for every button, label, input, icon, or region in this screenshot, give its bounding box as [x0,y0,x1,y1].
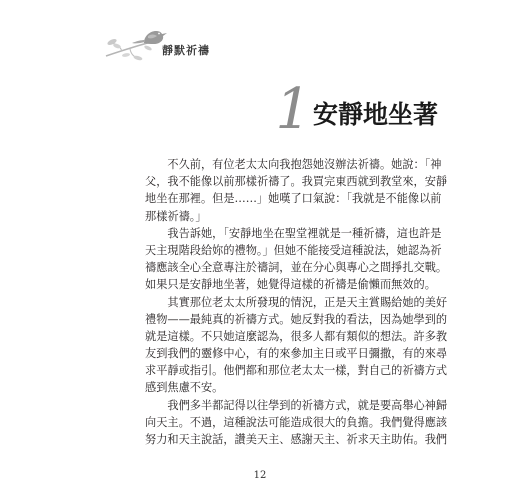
text-line: 禱應該全心全意專注於禱詞，並在分心與專心之間掙扎交戰。 [145,261,448,275]
body-text [145,156,448,448]
paragraph [145,156,448,225]
text-line: 如果只是安靜地坐著，她覺得這樣的祈禱是偷懶而無效的。 [145,278,436,292]
text-line: 父，我不能像以前那樣祈禱了。我買完東西就到教堂來，安靜 [145,175,448,189]
text-line: 那樣祈禱。」 [145,209,207,223]
page-number: 12 [253,470,267,481]
text-line: 我們多半都記得以往學到的祈禱方式，就是要高舉心神歸 [145,398,448,412]
text-line: 天主現階段給妳的禮物。」但她不能接受這種說法，她認為祈 [145,243,442,257]
text-line: 向天主。不過，這種說法可能造成很大的負擔。我們覺得應該 [145,415,448,429]
text-line: 就是這樣。不只她這麼認為，很多人都有類似的想法。許多教 [145,329,448,343]
text-line: 禮物——最純真的祈禱方式。她反對我的看法，因為她學到的 [145,312,448,326]
text-line: 努力和天主說話，讚美天主、感謝天主、祈求天主助佑。我們 [145,433,448,446]
chapter-heading [275,77,438,142]
running-title: 靜默祈禱 [162,44,210,57]
text-line: 求平靜或指引。他們都和那位老太太一樣，對自己的祈禱方式 [145,364,448,378]
chapter-title: 安靜地坐著 [312,100,438,129]
text-line: 其實那位老太太所發現的情況，正是天主賞賜給她的美好 [145,295,448,309]
paragraph [145,225,448,294]
text-line: 不久前，有位老太太向我抱怨她沒辦法祈禱。她說：「神 [145,158,442,171]
running-header [104,22,264,62]
text-line: 感到焦慮不安。 [145,381,224,395]
paragraph [145,294,448,397]
text-line: 地坐在那裡。但是……」她嘆了口氣說：「我就是不能像以前 [145,192,442,206]
text-line: 我告訴她，「安靜地坐在聖堂裡就是一種祈禱，這也許是 [145,226,442,240]
paragraph [145,397,448,449]
chapter-number: 1 [275,77,311,142]
text-line: 友到我們的靈修中心，有的來參加主日或平日彌撒，有的來尋 [145,347,448,361]
